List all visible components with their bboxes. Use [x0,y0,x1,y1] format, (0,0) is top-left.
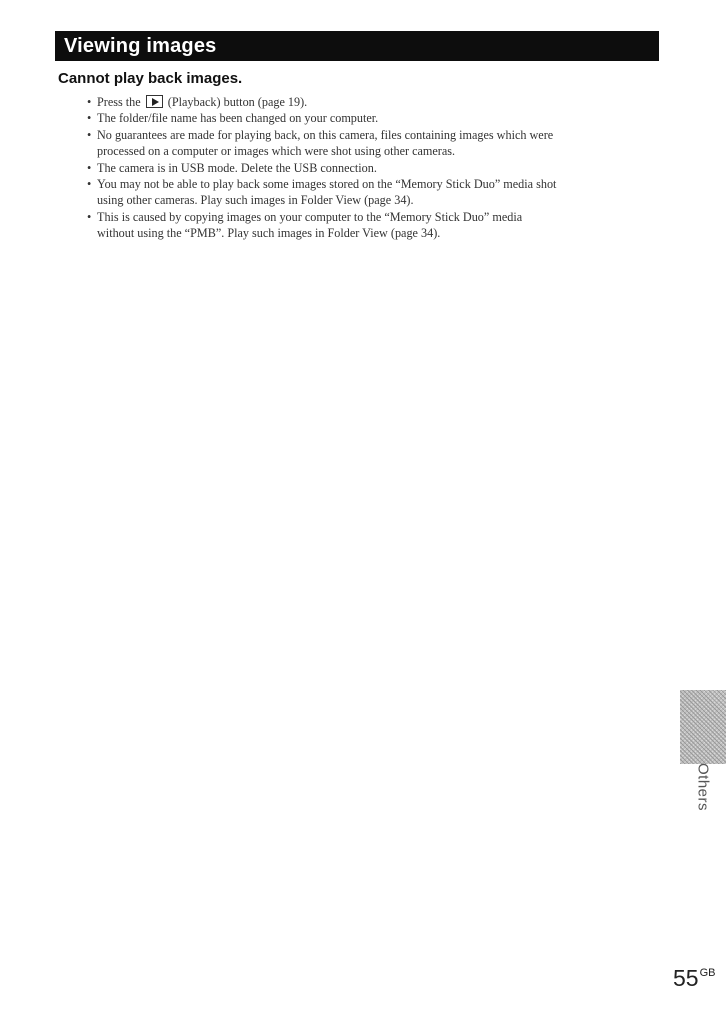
list-item [87,94,659,110]
section-title: Viewing images [64,34,217,57]
bullet-text: You may not be able to play back some images stored on the “Memory Stick Duo” media shot [97,177,557,192]
bullet-list [87,94,659,242]
bullet-text: processed on a computer or images which were shot using other cameras. [97,144,456,159]
page-number-value: 55 [673,965,699,991]
bullet-text: using other cameras. Play such images in Folder View (page 34). [97,193,414,208]
side-tab-label: Others [694,762,712,812]
bullet-text: No guarantees are made for playing back, on this camera, files containing images which were [97,127,554,142]
subheading: Cannot play back images. [58,70,243,87]
page-number [673,965,716,992]
section-banner [55,31,659,61]
bullet-text: The camera is in USB mode. Delete the USB connection. [97,160,377,175]
list-item [87,127,659,160]
playback-icon [146,95,163,108]
section-side-tab [680,690,726,764]
bullet-text: Press the [97,95,141,109]
list-item [87,160,659,176]
bullet-text: This is caused by copying images on your computer to the “Memory Stick Duo” media [97,209,523,224]
list-item [87,209,659,242]
bullet-text: The folder/file name has been changed on your computer. [97,111,379,126]
page-number-suffix: GB [699,967,716,979]
bullet-text: without using the “PMB”. Play such images in Folder View (page 34). [97,226,441,241]
list-item [87,110,659,126]
list-item [87,176,659,209]
bullet-text: (Playback) button (page 19). [167,95,308,109]
